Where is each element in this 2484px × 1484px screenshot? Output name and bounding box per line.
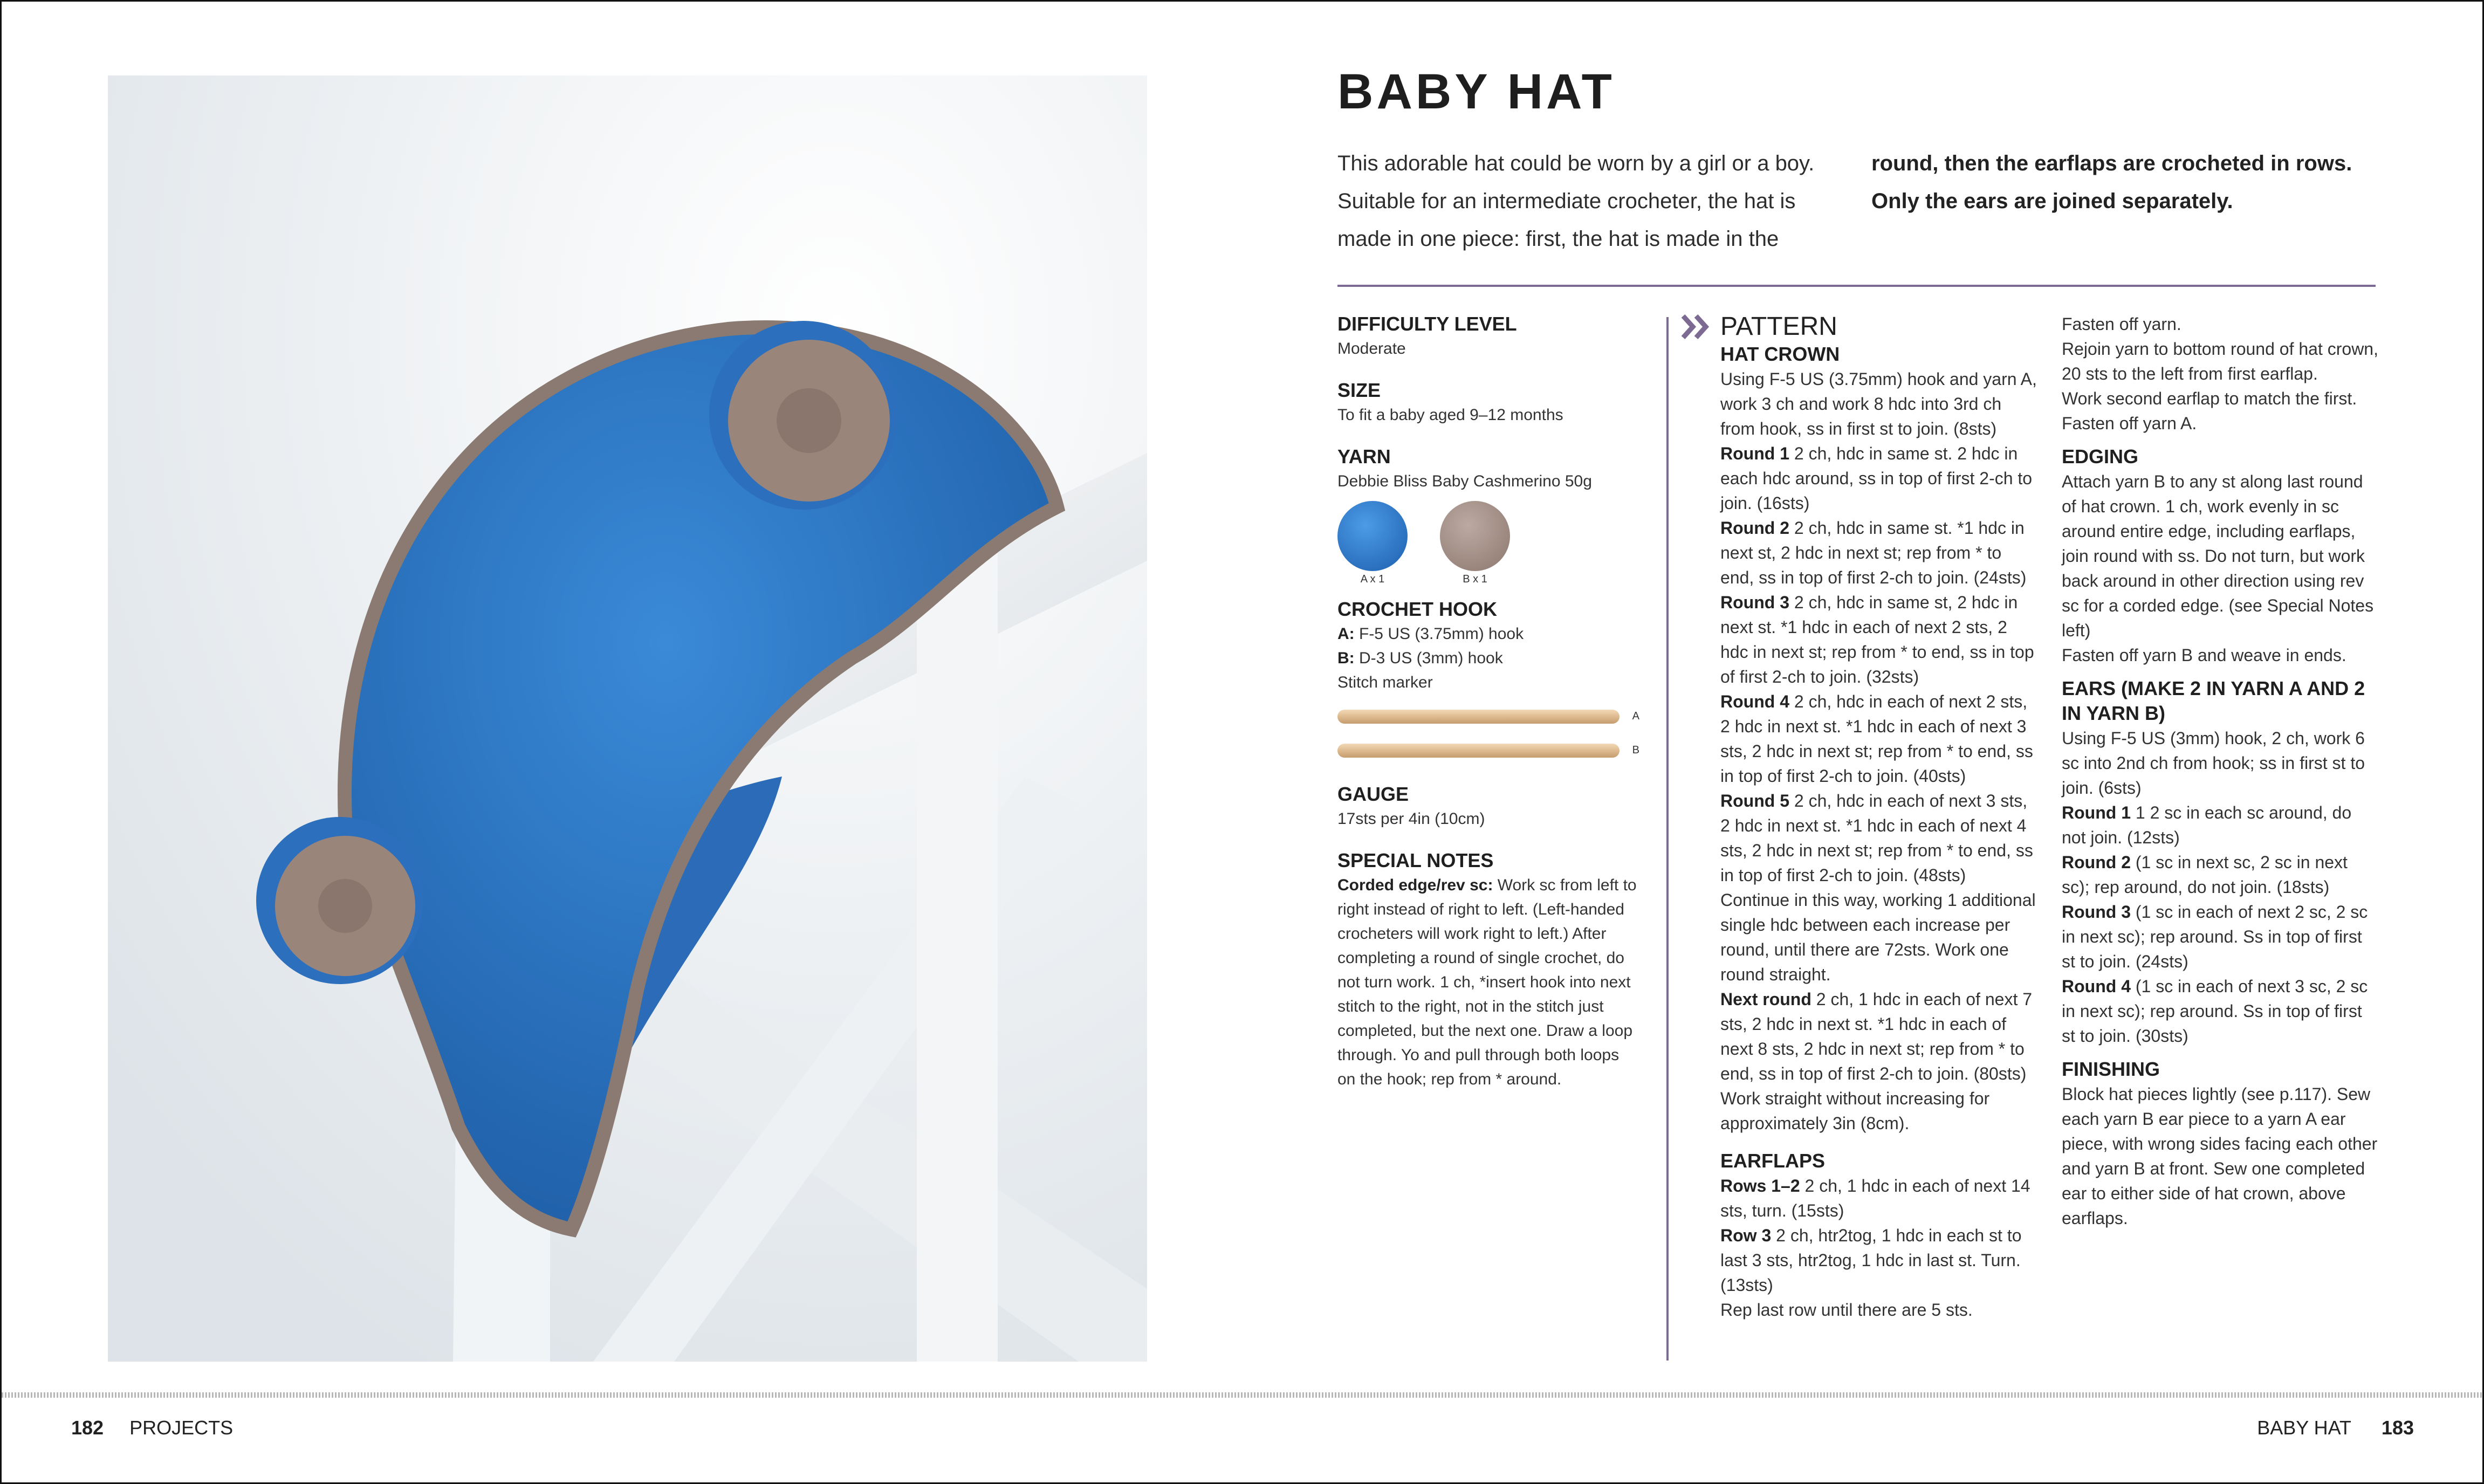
section-name-right: BABY HAT [2257,1417,2351,1439]
second-earflap: Work second earflap to match the first. [2062,389,2357,408]
pattern-heading: PATTERN [1720,312,1837,341]
rejoin-text: Rejoin yarn to bottom round of hat crown, 20 sts to the left from first earflap. [2062,339,2378,383]
ear-round-1: Round 1 1 2 sc in each sc around, do not join. (12sts) [2062,803,2352,847]
product-photo [108,75,1147,1362]
next-round: Next round 2 ch, 1 hdc in each of next 7 sts, 2 hdc in next st. *1 hdc in each of next 8 sts, 2 hdc in next st; rep from * to end, ss in top of first 2-ch to join. (80sts) [1720,990,2033,1083]
finishing-text: Block hat pieces lightly (see p.117). Sew each yarn B ear piece to a yarn A ear piece, with wrong sides facing each other and yarn B at front. Sew one completed ear to either side of hat crown, above earflaps. [2062,1084,2378,1228]
footer-left [71,1415,233,1441]
yarn-value: Debbie Bliss Baby Cashmerino 50g [1337,472,1592,490]
crown-intro: Using F-5 US (3.75mm) hook and yarn A, work 3 ch and work 8 hdc into 3rd ch from hook, ss in first st to join. (8sts) [1720,369,2037,438]
materials-column [1337,312,1639,1091]
rows-1-2: Rows 1–2 2 ch, 1 hdc in each of next 14 sts, turn. (15sts) [1720,1176,2030,1220]
crown-heading: HAT CROWN [1720,343,1840,365]
crochet-hook-icon [1337,710,1620,724]
stitch-marker: Stitch marker [1337,674,1433,691]
swatch-a [1337,501,1408,587]
straight-text: Work straight without increasing for approximately 3in (8cm). [1720,1089,1990,1133]
finishing-heading: FINISHING [2062,1058,2160,1080]
crochet-hook-icon [1337,744,1620,758]
repeat-text: Rep last row until there are 5 sts. [1720,1300,1973,1320]
ears-intro: Using F-5 US (3mm) hook, 2 ch, work 6 sc into 2nd ch from hook; ss in first st to join. (6sts) [2062,729,2365,798]
pattern-column [1720,312,2039,1322]
footer-rule [2,1392,2482,1398]
fasten-off: Fasten off yarn. [2062,314,2181,334]
difficulty-value: Moderate [1337,340,1406,358]
swatch-b-label: B x 1 [1463,573,1487,585]
intro-text-continued: round, then the earflaps are crocheted in rows. Only the ears are joined separately. [1871,152,2352,213]
yarn-swatches [1337,501,1639,587]
hook-image-b: B [1337,738,1639,762]
yarn-heading: YARN [1337,445,1391,468]
edging-text: Attach yarn B to any st along last round of hat crown. 1 ch, work evenly in sc around entire edge, including earflaps, join round with ss. Do not turn, but work back around in other direction using rev sc for a corded edge. (see Special Notes left) [2062,472,2374,640]
round-2: Round 2 2 ch, hdc in same st. *1 hdc in next st, 2 hdc in next st; rep from * to end, ss in top of first 2-ch to join. (24sts) [1720,518,2027,587]
hook-b: B: D-3 US (3mm) hook [1337,649,1503,667]
continue-text: Continue in this way, working 1 additional single hdc between each increase per round, until there are 72sts. Work one round straight. [1720,890,2036,984]
hook-image-a: A [1337,704,1639,729]
notes-text: Corded edge/rev sc: Work sc from left to right instead of right to left. (Left-handed crocheters will work right to left.) After completing a round of single crochet, do not turn work. 1 ch, *insert hook into next stitch to the right, not in the stitch just completed, but the next one. Draw a loop through. Yo and pull through both loops on the hook; rep from * around. [1337,876,1637,1088]
page-title: BABY HAT [1337,64,1615,119]
round-5: Round 5 2 ch, hdc in each of next 3 sts, 2 hdc in next st. *1 hdc in each of next 4 sts, 2 hdc in next st; rep from * to end, ss in top of first 2-ch to join. (48sts) [1720,791,2033,885]
round-1: Round 1 2 ch, hdc in same st. 2 hdc in each hdc around, ss in top of first 2-ch to join. (16sts) [1720,444,2033,513]
hook-heading: CROCHET HOOK [1337,598,1497,620]
gauge-heading: GAUGE [1337,783,1409,805]
ear-round-4: Round 4 (1 sc in each of next 3 sc, 2 sc in next sc); rep around. Ss in top of first st to join. (30sts) [2062,977,2368,1046]
column-divider [1666,317,1669,1361]
earflaps-heading: EARFLAPS [1720,1150,1826,1172]
gauge-value: 17sts per 4in (10cm) [1337,810,1485,828]
yarn-ball-a-icon [1337,501,1408,571]
round-3: Round 3 2 ch, hdc in same st, 2 hdc in next st. *1 hdc in each of next 2 sts, 2 hdc in next st; rep from * to end, ss in top of first 2-ch to join. (32sts) [1720,593,2034,686]
notes-heading: SPECIAL NOTES [1337,849,1494,871]
swatch-b [1440,501,1510,587]
hat-illustration [108,75,1147,1362]
yarn-ball-b-icon [1440,501,1510,571]
section-divider [1337,285,2376,287]
edging-heading: EDGING [2062,445,2139,468]
edging-fasten: Fasten off yarn B and weave in ends. [2062,645,2346,665]
swatch-a-label: A x 1 [1360,573,1385,585]
difficulty-heading: DIFFICULTY LEVEL [1337,313,1517,335]
finishing-column [2062,312,2380,1231]
size-value: To fit a baby aged 9–12 months [1337,406,1563,424]
row-3: Row 3 2 ch, htr2tog, 1 hdc in each st to last 3 sts, htr2tog, 1 hdc in last st. Turn. (13sts) [1720,1226,2022,1295]
ear-round-2: Round 2 (1 sc in next sc, 2 sc in next sc); rep around, do not join. (18sts) [2062,853,2348,897]
ears-heading: EARS (MAKE 2 IN YARN A AND 2 IN YARN B) [2062,677,2365,724]
size-heading: SIZE [1337,379,1381,401]
double-chevron-icon [1680,312,1723,342]
page-number-left: 182 [71,1417,104,1439]
hook-a: A: F-5 US (3.75mm) hook [1337,625,1524,643]
footer-right [2257,1415,2414,1441]
intro-text: This adorable hat could be worn by a girl or a boy. Suitable for an intermediate crocheter, the hat is made in one piece: first, the hat is made in the [1337,152,1815,251]
fasten-off-a: Fasten off yarn A. [2062,414,2197,433]
section-name-left: PROJECTS [129,1417,234,1439]
ear-round-3: Round 3 (1 sc in each of next 2 sc, 2 sc in next sc); rep around. Ss in top of first st to join. (24sts) [2062,902,2368,971]
page-number-right: 183 [2381,1417,2414,1439]
round-4: Round 4 2 ch, hdc in each of next 2 sts, 2 hdc in next st. *1 hdc in each of next 3 sts, 2 hdc in next st; rep from * to end, ss in top of first 2-ch to join. (40sts) [1720,692,2033,786]
